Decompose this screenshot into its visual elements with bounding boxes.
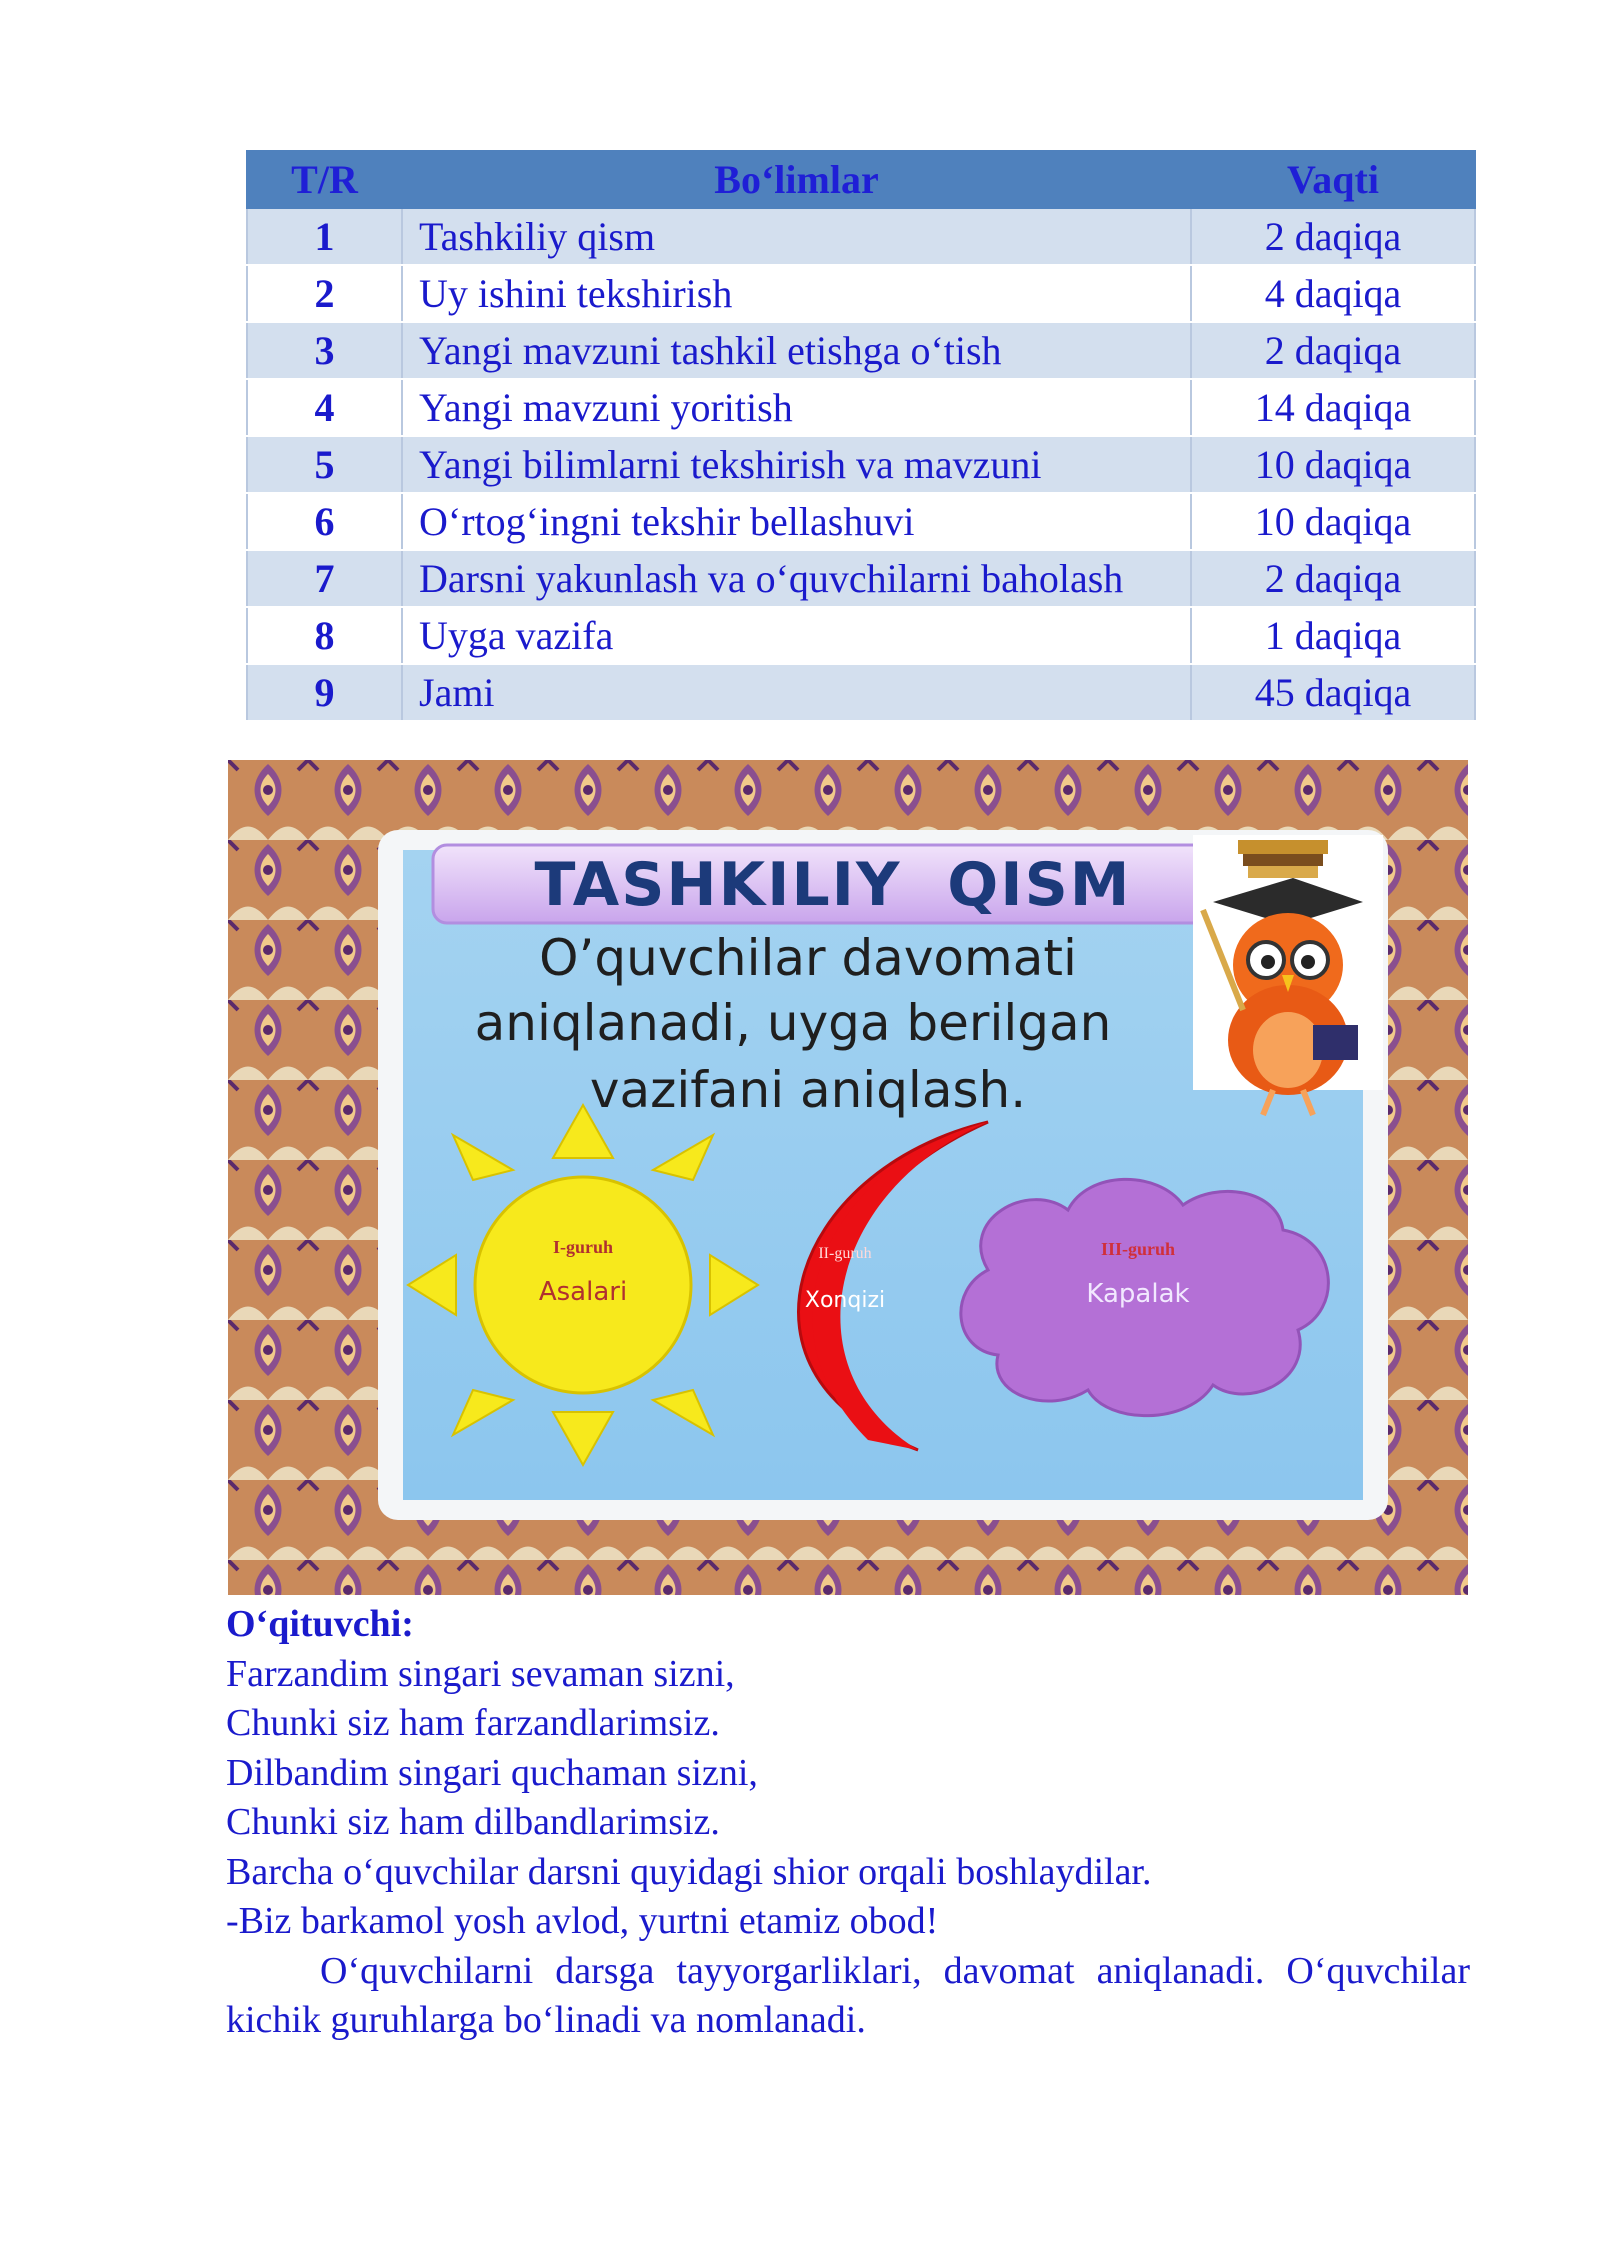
text-block <box>226 1600 1470 2046</box>
table-header-row <box>247 151 1475 208</box>
table-row <box>247 493 1475 550</box>
row-time: 2 daqiqa <box>1191 208 1475 265</box>
slide-title: TASHKILIY QISM <box>534 850 1132 920</box>
row-time: 2 daqiqa <box>1191 322 1475 379</box>
group-1-name: Asalari <box>538 1277 628 1307</box>
poem-line: Dilbandim singari quchaman sizni, <box>226 1751 758 1794</box>
table-row <box>247 550 1475 607</box>
group-3-label: III-guruh <box>1100 1239 1176 1259</box>
table-row <box>247 436 1475 493</box>
table-row <box>247 379 1475 436</box>
row-num: 1 <box>247 208 402 265</box>
header-num: T/R <box>247 151 402 208</box>
row-time: 1 daqiqa <box>1191 607 1475 664</box>
row-section: Darsni yakunlash va o‘quvchilarni baholash <box>402 550 1191 607</box>
row-section: Tashkiliy qism <box>402 208 1191 265</box>
owl-teacher-icon <box>1193 835 1383 1115</box>
row-num: 2 <box>247 265 402 322</box>
table-row <box>247 208 1475 265</box>
slide-text-line-3: vazifani aniqlash. <box>589 1061 1027 1119</box>
slide-illustration <box>228 760 1468 1595</box>
motto-line: -Biz barkamol yosh avlod, yurtni etamiz obod! <box>226 1900 939 1942</box>
row-section: Uy ishini tekshirish <box>402 265 1191 322</box>
row-num: 7 <box>247 550 402 607</box>
slide-text-line-2: aniqlanadi, uyga berilgan <box>474 994 1112 1052</box>
group-2-name: Xonqizi <box>804 1288 886 1313</box>
row-num: 6 <box>247 493 402 550</box>
row-section: Yangi mavzuni yoritish <box>402 379 1191 436</box>
row-time: 10 daqiqa <box>1191 493 1475 550</box>
text-line: Barcha o‘quvchilar darsni quyidagi shior orqali boshlaydilar. <box>226 1850 1152 1893</box>
row-time: 45 daqiqa <box>1191 664 1475 721</box>
header-time: Vaqti <box>1191 151 1475 208</box>
poem-line: Chunki siz ham dilbandlarimsiz. <box>226 1801 720 1843</box>
row-section: Yangi bilimlarni tekshirish va mavzuni <box>402 436 1191 493</box>
group-2-label: II-guruh <box>818 1245 872 1262</box>
poem-line: Chunki siz ham farzandlarimsiz. <box>226 1702 720 1744</box>
row-time: 4 daqiqa <box>1191 265 1475 322</box>
row-num: 5 <box>247 436 402 493</box>
row-section: Yangi mavzuni tashkil etishga o‘tish <box>402 322 1191 379</box>
group-3-name: Kapalak <box>1086 1279 1190 1309</box>
row-section: Jami <box>402 664 1191 721</box>
lesson-plan-table <box>246 150 1476 722</box>
row-section: Uyga vazifa <box>402 607 1191 664</box>
row-num: 4 <box>247 379 402 436</box>
row-num: 3 <box>247 322 402 379</box>
group-1-label: I-guruh <box>552 1237 614 1257</box>
row-time: 10 daqiqa <box>1191 436 1475 493</box>
speaker-label: O‘qituvchi: <box>226 1603 414 1645</box>
table-row <box>247 322 1475 379</box>
poem-line: Farzandim singari sevaman sizni, <box>226 1652 735 1695</box>
paragraph: O‘quvchilarni darsga tayyorgarliklari, davomat aniqlanadi. O‘quvchilar kichik guruhlarga bo‘linadi va nomlanadi. <box>226 1949 1470 2041</box>
row-num: 8 <box>247 607 402 664</box>
table-row <box>247 664 1475 721</box>
table-row <box>247 607 1475 664</box>
row-num: 9 <box>247 664 402 721</box>
header-section: Bo‘limlar <box>402 151 1191 208</box>
row-time: 2 daqiqa <box>1191 550 1475 607</box>
row-time: 14 daqiqa <box>1191 379 1475 436</box>
row-section: O‘rtog‘ingni tekshir bellashuvi <box>402 493 1191 550</box>
table-row <box>247 265 1475 322</box>
slide-text-line-1: O’quvchilar davomati <box>539 929 1077 987</box>
